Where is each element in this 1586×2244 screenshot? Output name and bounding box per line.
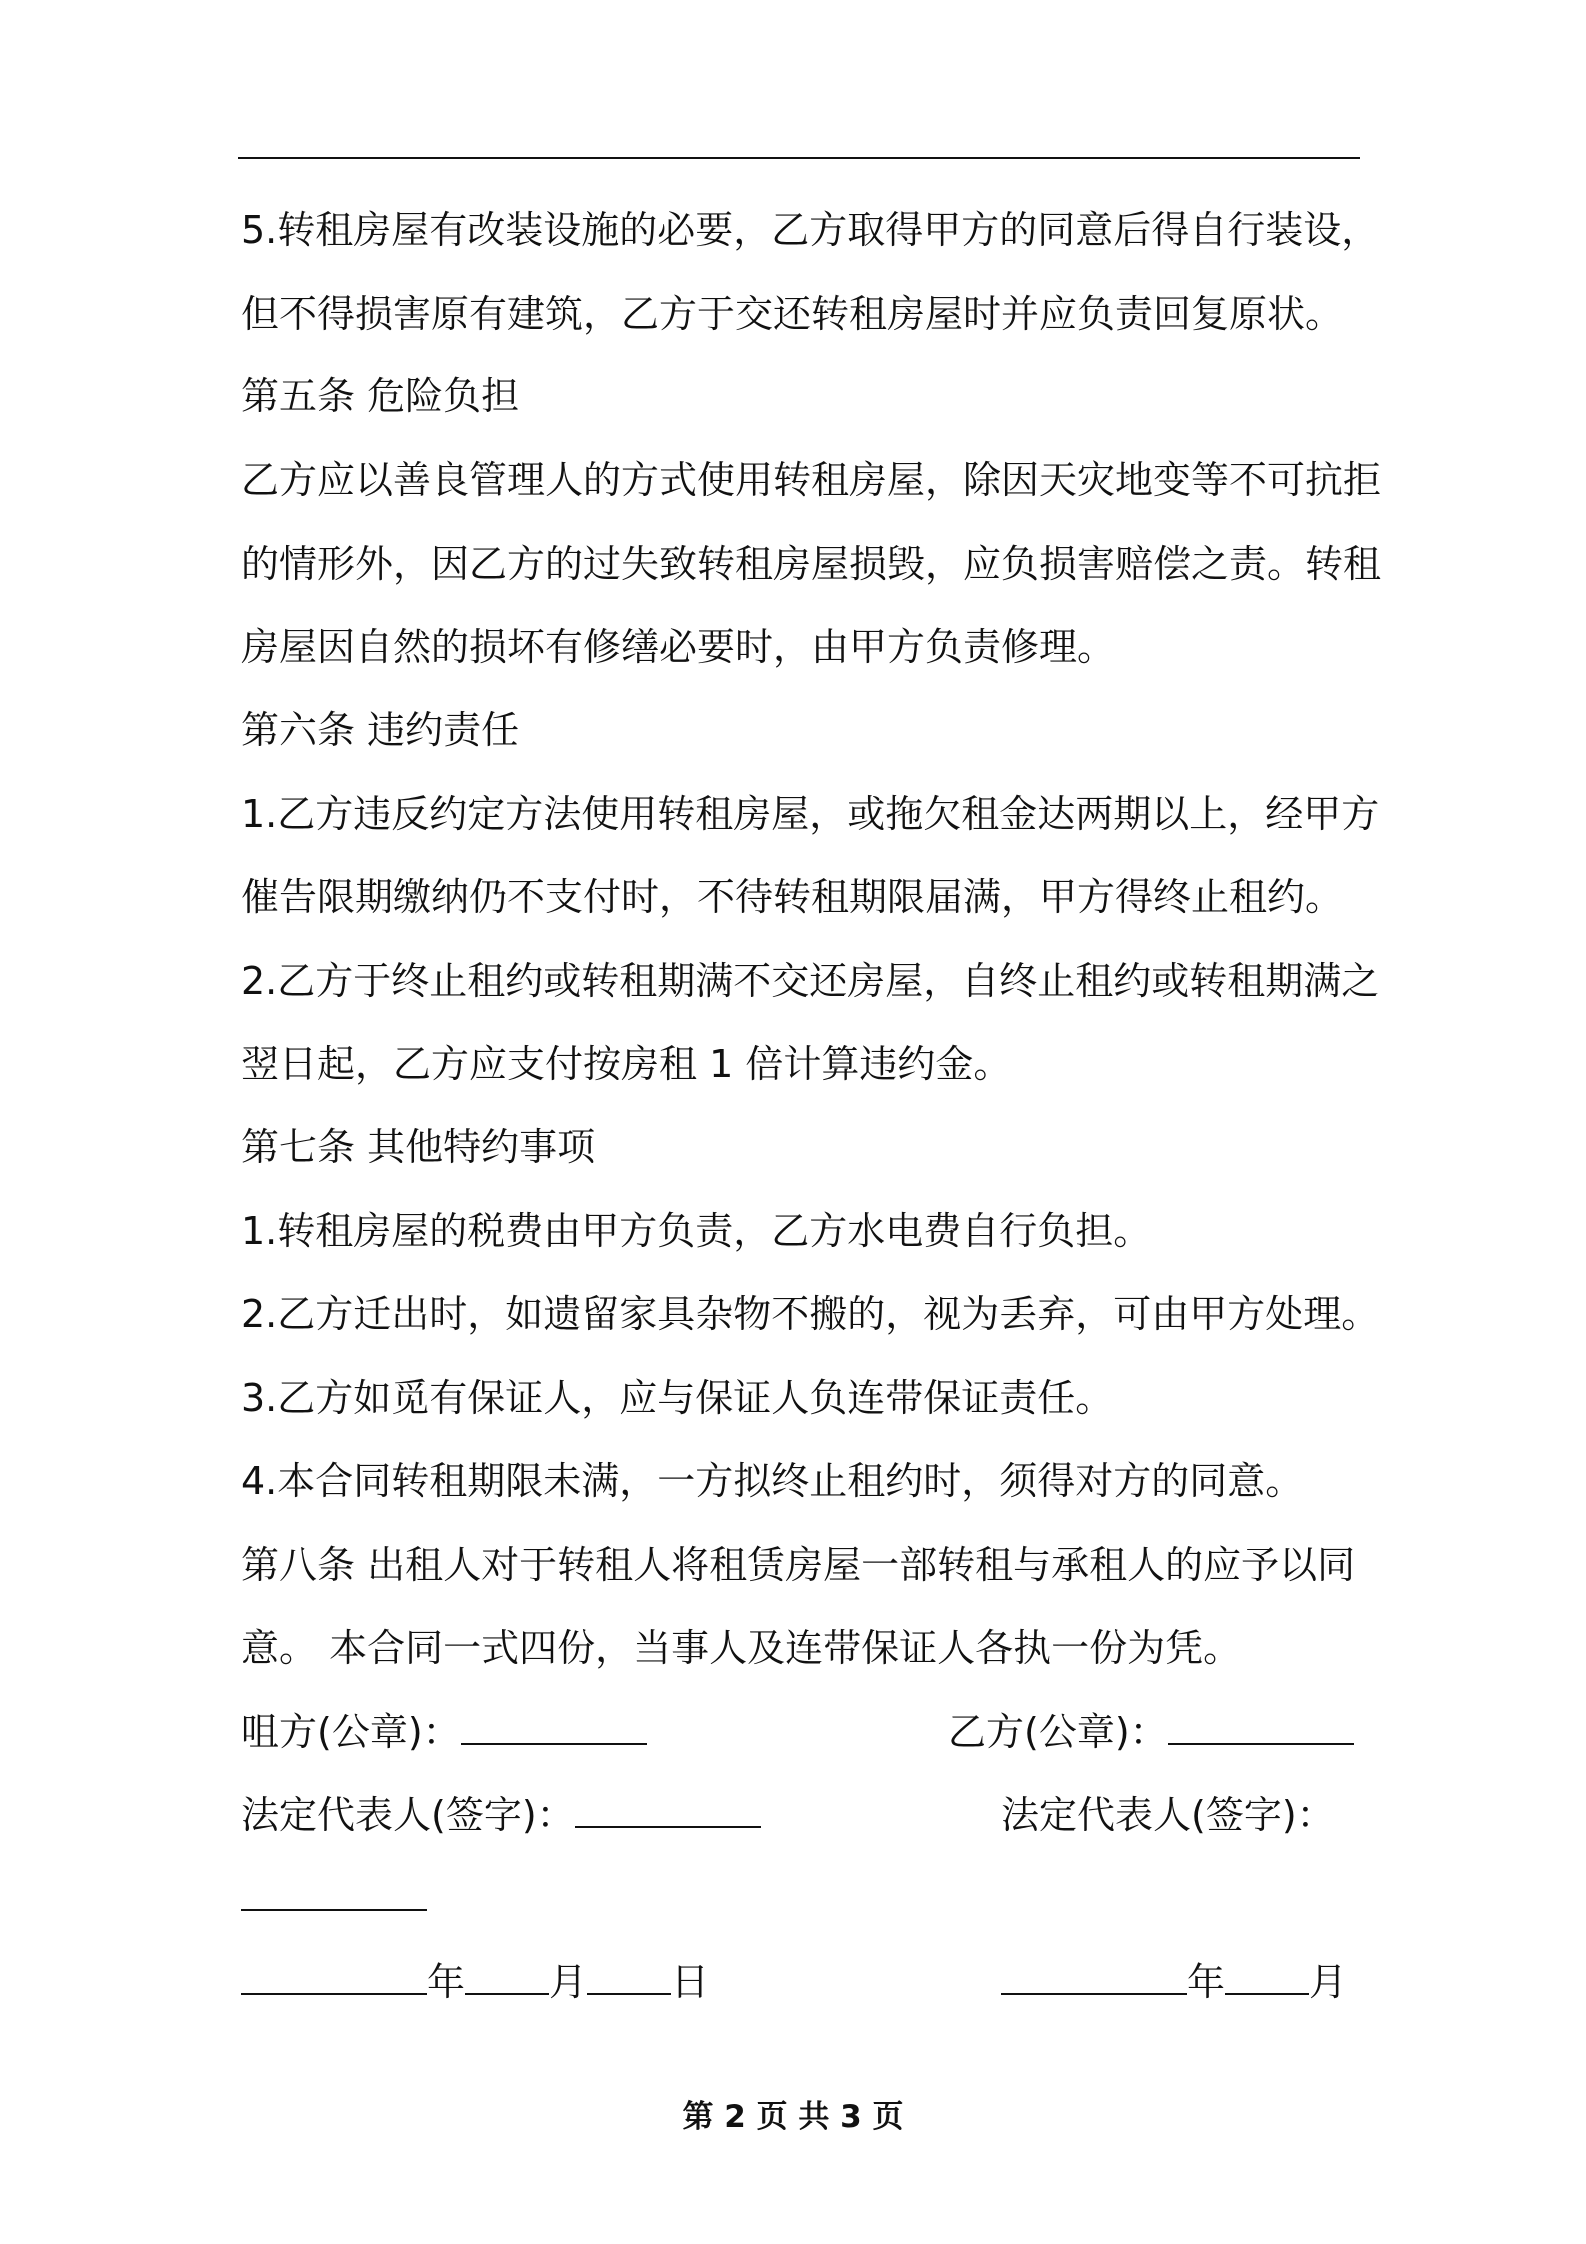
date-a-row xyxy=(241,1958,709,2006)
rep-a-row xyxy=(241,1791,761,1839)
date-b-row xyxy=(1001,1958,1347,2006)
party-b-seal-row xyxy=(948,1708,1354,1756)
section-heading-7: 第七条 其他特约事项 xyxy=(241,1125,596,1169)
paragraph-line: 房屋因自然的损坏有修缮必要时，由甲方负责修理。 xyxy=(241,625,1116,669)
date-a-year-blank xyxy=(241,1959,427,1995)
date-a-year-label: 年 xyxy=(427,1960,466,2004)
date-a-month-label: 月 xyxy=(549,1960,588,2004)
date-a-month-blank xyxy=(465,1959,549,1995)
paragraph-line: 5.转租房屋有改装设施的必要，乙方取得甲方的同意后得自行装设， xyxy=(241,208,1380,252)
paragraph-line: 1.转租房屋的税费由甲方负责，乙方水电费自行负担。 xyxy=(241,1209,1152,1253)
paragraph-line: 翌日起，乙方应支付按房租 1 倍计算违约金。 xyxy=(241,1042,1012,1086)
date-a-day-label: 日 xyxy=(671,1960,710,2004)
rep-b-blank xyxy=(241,1875,427,1911)
rep-a-label: 法定代表人(签字)： xyxy=(241,1793,575,1837)
paragraph-line: 3.乙方如觅有保证人，应与保证人负连带保证责任。 xyxy=(241,1376,1114,1420)
rep-b-blank-row xyxy=(241,1874,427,1922)
section-heading-5: 第五条 危险负担 xyxy=(241,374,520,418)
paragraph-line: 催告限期缴纳仍不支付时，不待转租期限届满，甲方得终止租约。 xyxy=(241,875,1344,919)
rep-a-blank xyxy=(575,1792,761,1828)
section-heading-6: 第六条 违约责任 xyxy=(241,708,520,752)
party-b-seal-blank xyxy=(1168,1709,1354,1745)
paragraph-line: 意。 本合同一式四份，当事人及连带保证人各执一份为凭。 xyxy=(241,1626,1242,1670)
date-a-day-blank xyxy=(587,1959,671,1995)
paragraph-line: 但不得损害原有建筑，乙方于交还转租房屋时并应负责回复原状。 xyxy=(241,292,1344,336)
paragraph-line: 的情形外，因乙方的过失致转租房屋损毁，应负损害赔偿之责。转租 xyxy=(241,542,1382,586)
date-b-year-blank xyxy=(1001,1959,1187,1995)
party-a-seal-row xyxy=(241,1708,647,1756)
party-a-seal-blank xyxy=(461,1709,647,1745)
party-a-seal-label: 咀方(公章)： xyxy=(241,1710,461,1754)
section-heading-8: 第八条 出租人对于转租人将租赁房屋一部转租与承租人的应予以同 xyxy=(241,1543,1356,1587)
paragraph-line: 乙方应以善良管理人的方式使用转租房屋，除因天灾地变等不可抗拒 xyxy=(241,458,1382,502)
rep-b-label: 法定代表人(签字)： xyxy=(1001,1793,1335,1837)
page-number-footer: 第 2 页 共 3 页 xyxy=(682,2099,904,2135)
paragraph-line: 2.乙方迁出时，如遗留家具杂物不搬的，视为丢弃，可由甲方处理。 xyxy=(241,1292,1380,1336)
date-b-month-blank xyxy=(1225,1959,1309,1995)
paragraph-line: 4.本合同转租期限未满，一方拟终止租约时，须得对方的同意。 xyxy=(241,1459,1304,1503)
rep-b-row xyxy=(1001,1791,1335,1839)
date-b-month-label: 月 xyxy=(1309,1960,1348,2004)
party-b-seal-label: 乙方(公章)： xyxy=(948,1710,1168,1754)
date-b-year-label: 年 xyxy=(1187,1960,1226,2004)
header-rule xyxy=(238,157,1360,159)
paragraph-line: 2.乙方于终止租约或转租期满不交还房屋，自终止租约或转租期满之 xyxy=(241,959,1380,1003)
paragraph-line: 1.乙方违反约定方法使用转租房屋，或拖欠租金达两期以上，经甲方 xyxy=(241,792,1380,836)
